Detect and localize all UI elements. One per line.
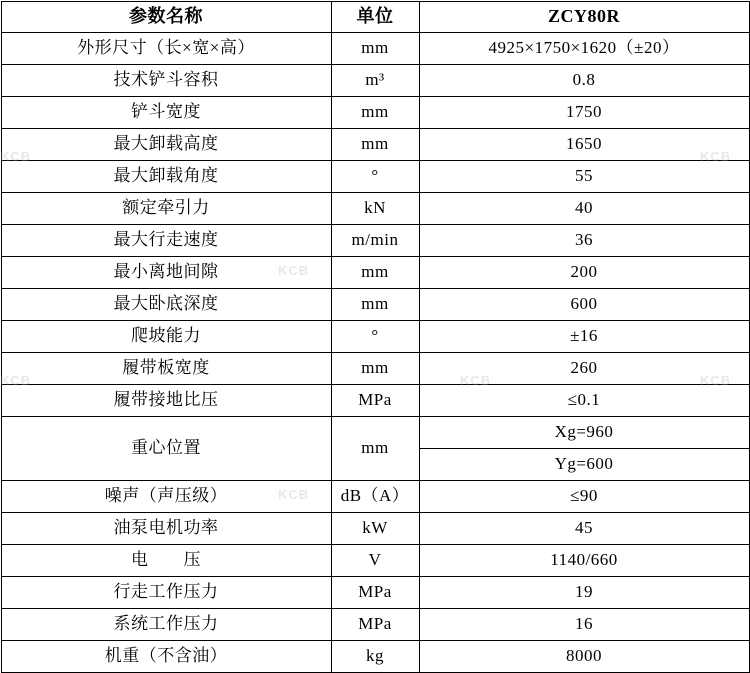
table-row [1,129,749,161]
parameter-name-cell: 噪声（声压级） [1,481,331,513]
value-cell: 0.8 [419,65,749,97]
watermark-text: KCB [700,373,732,388]
unit-cell: mm [331,289,419,321]
watermark-text: KCB [700,149,732,164]
watermark-text: KCB [278,487,310,502]
value-cell: Yg=600 [419,449,749,481]
parameter-name-cell: 最大卸载角度 [1,161,331,193]
unit-cell: mm [331,417,419,481]
table-row [1,385,749,417]
value-cell: 600 [419,289,749,321]
unit-cell: mm [331,97,419,129]
unit-cell: mm [331,129,419,161]
watermark-text: KCB [460,373,492,388]
table-row [1,289,749,321]
column-header-unit: 单位 [331,2,419,33]
parameter-name-cell: 电 压 [1,545,331,577]
parameter-name-cell: 系统工作压力 [1,609,331,641]
parameter-name-cell: 外形尺寸（长×宽×高） [1,33,331,65]
unit-cell: mm [331,257,419,289]
parameter-name-cell: 最大卧底深度 [1,289,331,321]
value-cell: Xg=960 [419,417,749,449]
table-row [1,65,749,97]
table-row [1,481,749,513]
table-body [1,33,749,673]
unit-cell: m³ [331,65,419,97]
value-cell: 36 [419,225,749,257]
parameter-name-cell: 油泵电机功率 [1,513,331,545]
table-row [1,257,749,289]
unit-cell: MPa [331,577,419,609]
unit-cell: ° [331,161,419,193]
parameter-name-cell: 机重（不含油） [1,641,331,673]
table-row [1,577,749,609]
table-row [1,545,749,577]
parameter-name-cell: 最大行走速度 [1,225,331,257]
specification-table [1,1,750,673]
parameter-name-cell: 履带板宽度 [1,353,331,385]
value-cell: 200 [419,257,749,289]
value-cell: 40 [419,193,749,225]
table-row [1,513,749,545]
parameter-name-cell: 铲斗宽度 [1,97,331,129]
value-cell: 19 [419,577,749,609]
table-row [1,609,749,641]
table-header-row [1,2,749,33]
unit-cell: ° [331,321,419,353]
unit-cell: mm [331,33,419,65]
table-row [1,321,749,353]
value-cell: 1140/660 [419,545,749,577]
table-row [1,225,749,257]
parameter-name-cell: 额定牵引力 [1,193,331,225]
table-row [1,417,749,449]
watermark-text: KCB [0,149,32,164]
unit-cell: dB（A） [331,481,419,513]
value-cell: 1750 [419,97,749,129]
value-cell: ≤0.1 [419,385,749,417]
value-cell: 55 [419,161,749,193]
table-row [1,641,749,673]
unit-cell: MPa [331,609,419,641]
table-row [1,353,749,385]
value-cell: 260 [419,353,749,385]
value-cell: 16 [419,609,749,641]
unit-cell: mm [331,353,419,385]
column-header-model: ZCY80R [419,2,749,33]
value-cell: 4925×1750×1620（±20） [419,33,749,65]
table-row [1,161,749,193]
parameter-name-cell: 最小离地间隙 [1,257,331,289]
unit-cell: V [331,545,419,577]
spec-sheet-page [0,1,750,666]
unit-cell: kW [331,513,419,545]
table-row [1,193,749,225]
parameter-name-cell: 行走工作压力 [1,577,331,609]
parameter-name-cell: 重心位置 [1,417,331,481]
value-cell: 8000 [419,641,749,673]
table-row [1,33,749,65]
unit-cell: kg [331,641,419,673]
value-cell: ≤90 [419,481,749,513]
watermark-text: KCB [0,373,32,388]
table-row [1,97,749,129]
parameter-name-cell: 最大卸载高度 [1,129,331,161]
unit-cell: MPa [331,385,419,417]
value-cell: 45 [419,513,749,545]
value-cell: 1650 [419,129,749,161]
unit-cell: m/min [331,225,419,257]
unit-cell: kN [331,193,419,225]
watermark-text: KCB [278,263,310,278]
parameter-name-cell: 爬坡能力 [1,321,331,353]
column-header-parameter-name: 参数名称 [1,2,331,33]
parameter-name-cell: 履带接地比压 [1,385,331,417]
table-header [1,2,749,33]
parameter-name-cell: 技术铲斗容积 [1,65,331,97]
value-cell: ±16 [419,321,749,353]
